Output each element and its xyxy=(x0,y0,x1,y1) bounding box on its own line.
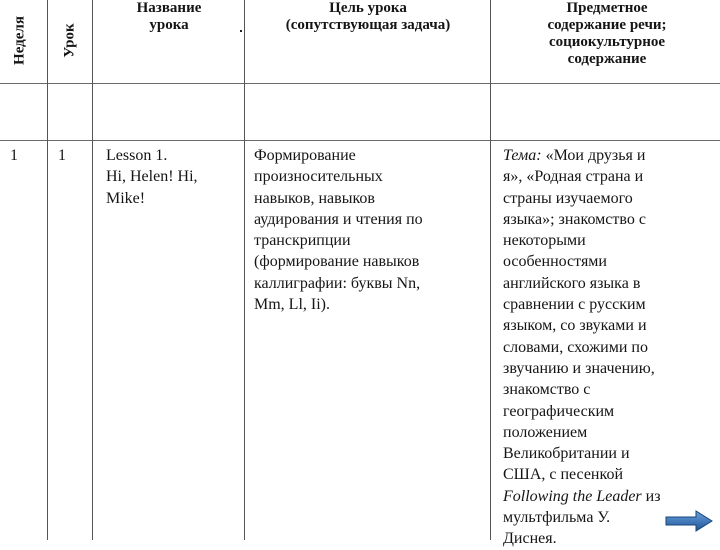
topic-label: Тема: xyxy=(503,147,542,164)
content-line: английского языка в xyxy=(503,274,641,292)
content-line: языком, со звуками и xyxy=(503,317,647,335)
goal-line: произносительных xyxy=(254,168,383,186)
row-top-border xyxy=(0,140,720,141)
content-line: языка»; знакомство с xyxy=(503,210,646,228)
header-lesson-title-line-2: урока xyxy=(149,17,189,33)
header-goal-line-1: Цель урока xyxy=(329,0,407,16)
col-divider-4 xyxy=(490,0,491,540)
content-song-line xyxy=(503,486,661,507)
stray-mark xyxy=(240,30,242,32)
goal-line: (формирование навыков xyxy=(254,253,420,271)
cell-week: 1 xyxy=(10,147,18,164)
content-line: мультфильма У. xyxy=(503,509,611,527)
content-line: сравнении с русским xyxy=(503,296,646,314)
content-line: некоторыми xyxy=(503,232,586,250)
goal-line: аудирования и чтения по xyxy=(254,210,423,228)
header-lesson-title-line-1: Название xyxy=(136,0,202,16)
col-divider-3 xyxy=(244,0,245,540)
col-divider-2 xyxy=(92,0,93,540)
cell-lesson-title xyxy=(106,145,198,209)
content-line: особенностями xyxy=(503,253,607,271)
header-content-line-3: социокультурное xyxy=(548,34,666,50)
header-bottom-border xyxy=(0,83,720,84)
lesson-title-line: Mike! xyxy=(106,189,146,207)
header-lesson-number: Урок xyxy=(61,23,78,58)
header-content-line-4: содержание xyxy=(567,51,647,67)
goal-line: каллиграфии: буквы Nn, xyxy=(254,274,421,292)
song-rest: из xyxy=(641,487,661,505)
content-topic-line xyxy=(503,145,661,166)
song-title: Following the Leader xyxy=(503,487,642,505)
content-line: словами, схожими по xyxy=(503,338,648,356)
content-line: США, с песенкой xyxy=(503,466,624,484)
content-line: страны изучаемого xyxy=(503,189,633,207)
header-goal xyxy=(250,0,486,34)
next-slide-button[interactable] xyxy=(664,509,714,533)
arrow-right-icon xyxy=(664,509,714,533)
cell-goal xyxy=(254,145,423,315)
content-line: географическим xyxy=(503,402,615,420)
lesson-title-line: Hi, Helen! Hi, xyxy=(106,168,198,186)
content-line: я», «Родная страна и xyxy=(503,168,644,186)
header-content-line-2: содержание речи; xyxy=(547,17,667,33)
cell-lesson-number: 1 xyxy=(58,147,66,164)
header-week: Неделя xyxy=(11,16,28,65)
header-content-line-1: Предметное xyxy=(566,0,648,16)
header-goal-line-2: (сопутствующая задача) xyxy=(285,17,451,33)
goal-line: навыков, навыков xyxy=(254,189,375,207)
content-line: Великобритании и xyxy=(503,445,630,463)
content-line: Диснея. xyxy=(503,530,557,548)
goal-line: Формирование xyxy=(254,147,356,164)
cell-content xyxy=(503,145,661,550)
header-lesson-title xyxy=(97,0,241,34)
header-content xyxy=(494,0,720,68)
content-line: знакомство с xyxy=(503,381,591,399)
lesson-title-line: Lesson 1. xyxy=(106,147,168,164)
content-line: положением xyxy=(503,423,588,441)
topic-rest: «Мои друзья и xyxy=(541,147,646,164)
content-line: звучанию и значению, xyxy=(503,359,655,377)
goal-line: Mm, Ll, Ii). xyxy=(254,296,330,314)
goal-line: транскрипции xyxy=(254,232,351,250)
col-divider-1 xyxy=(47,0,48,540)
